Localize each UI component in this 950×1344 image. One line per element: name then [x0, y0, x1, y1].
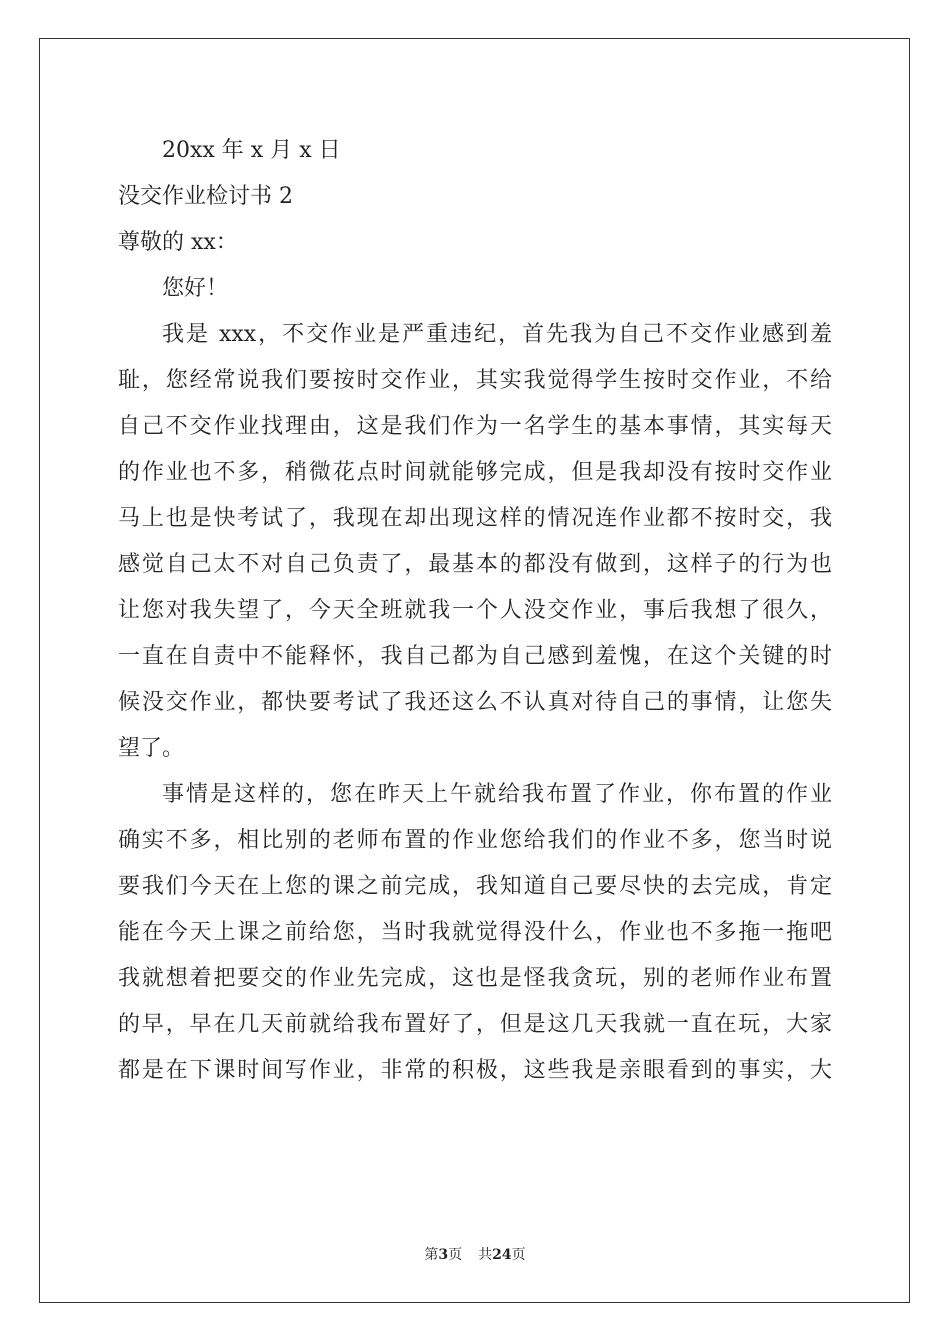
paragraph-1 [118, 312, 832, 772]
paragraph-line: 都是在下课时间写作业，非常的积极，这些我是亲眼看到的事实，大 [118, 1058, 832, 1083]
paragraph-line: 让您对我失望了，今天全班就我一个人没交作业，事后我想了很久， [118, 598, 832, 623]
paragraph-line: 我就想着把要交的作业先完成，这也是怪我贪玩，别的老师作业布置 [118, 966, 832, 991]
document-body [118, 128, 832, 1094]
salutation: 尊敬的 xx： [118, 230, 238, 255]
footer-total-prefix: 共 [478, 1247, 493, 1263]
paragraph-2 [118, 772, 832, 1094]
paragraph-line: 能在今天上课之前给您，当时我就觉得没什么，作业也不多拖一拖吧 [118, 920, 832, 945]
paragraph-line: 一直在自责中不能释怀，我自己都为自己感到羞愧，在这个关键的时 [118, 644, 832, 669]
paragraph-line: 望了。 [118, 736, 185, 761]
paragraph-line: 事情是这样的，您在昨天上午就给我布置了作业，你布置的作业 [162, 782, 832, 807]
footer-page-number: 3 [438, 1247, 449, 1263]
paragraph-line: 的作业也不多，稍微花点时间就能够完成，但是我却没有按时交作业 [118, 460, 832, 485]
paragraph-line: 要我们今天在上您的课之前完成，我知道自己要尽快的去完成，肯定 [118, 874, 832, 899]
paragraph-line: 我是 xxx，不交作业是严重违纪，首先我为自己不交作业感到羞 [162, 322, 832, 347]
footer-total-unit: 页 [511, 1247, 526, 1263]
footer-total-pages: 24 [492, 1247, 512, 1263]
footer-prefix: 第 [424, 1247, 439, 1263]
paragraph-line: 耻，您经常说我们要按时交作业，其实我觉得学生按时交作业，不给 [118, 368, 832, 393]
greeting: 您好！ [162, 276, 229, 301]
paragraph-line: 感觉自己太不对自己负责了，最基本的都没有做到，这样子的行为也 [118, 552, 832, 577]
paragraph-line: 确实不多，相比别的老师布置的作业您给我们的作业不多，您当时说 [118, 828, 832, 853]
paragraph-line: 的早，早在几天前就给我布置好了，但是这几天我就一直在玩，大家 [118, 1012, 832, 1037]
footer-page-unit: 页 [448, 1247, 463, 1263]
paragraph-line: 马上也是快考试了，我现在却出现这样的情况连作业都不按时交，我 [118, 506, 832, 531]
paragraph-line: 自己不交作业找理由，这是我们作为一名学生的基本事情，其实每天 [118, 414, 832, 439]
page-footer [0, 1244, 950, 1264]
document-date: 20xx 年 x 月 x 日 [162, 138, 341, 163]
document-title: 没交作业检讨书 2 [118, 184, 293, 209]
paragraph-line: 候没交作业，都快要考试了我还这么不认真对待自己的事情，让您失 [118, 690, 832, 715]
